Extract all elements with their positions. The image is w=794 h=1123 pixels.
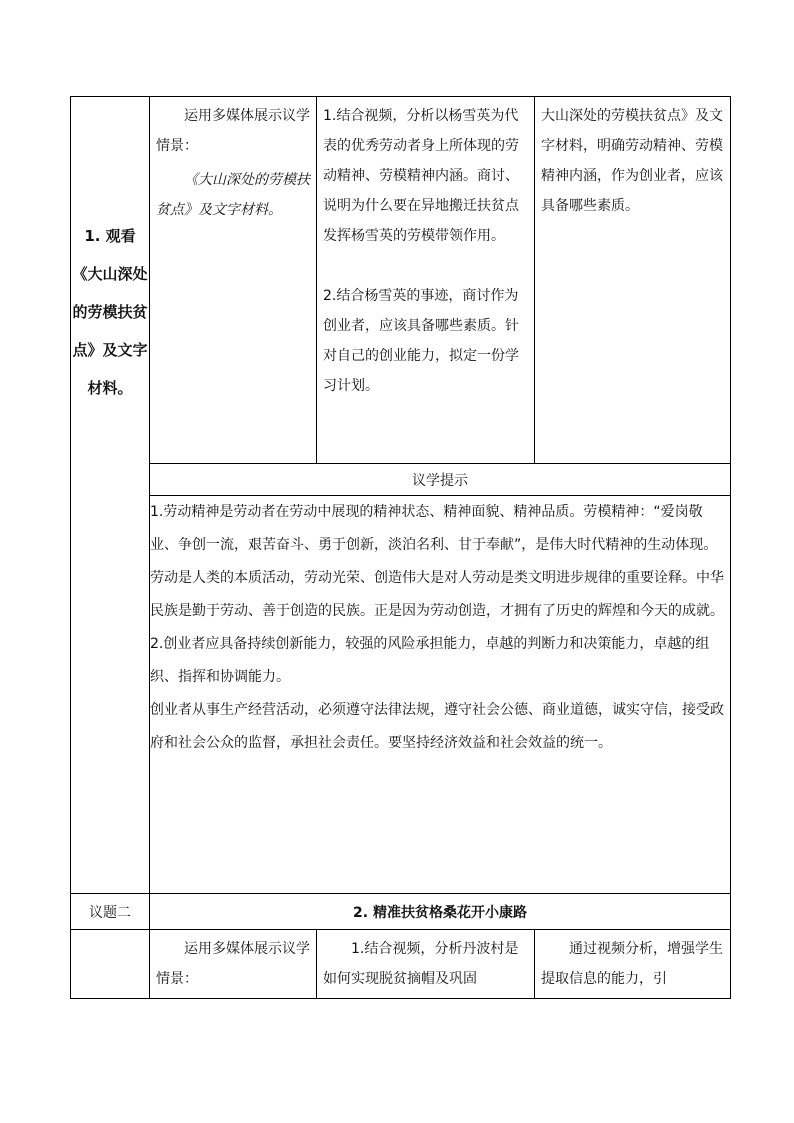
topic2-label-cell (71, 894, 150, 930)
activity-label-cell (71, 97, 150, 894)
tips-body-row (71, 496, 731, 894)
topic2-task: 1.结合视频，分析丹波村是如何实现脱贫摘帽及巩固 (323, 941, 519, 987)
tips-paragraph: 1.劳动精神是劳动者在劳动中展现的精神状态、精神面貌、精神品质。劳模精神：“爱岗敬业、争创一流，艰苦奋斗、勇于创新，淡泊名利、甘于奉献”，是伟大时代精神的生动体现。 (150, 504, 718, 553)
goal-text: 大山深处的劳模扶贫点》及文字材料，明确劳动精神、劳模精神内涵，作为创业者，应该具备哪些素质。 (541, 108, 723, 214)
lesson-plan-table (70, 96, 731, 999)
topic2-situation-cell (150, 930, 317, 999)
task-1: 1.结合视频，分析以杨雪英为代表的优秀劳动者身上所体现的劳动精神、劳模精神内涵。商讨、说明为什么要在异地搬迁扶贫点发挥杨雪英的劳模带领作用。 (323, 108, 519, 244)
topic2-row (71, 894, 731, 930)
tips-paragraph: 2.创业者应具备持续创新能力，较强的风险承担能力，卓越的判断力和决策能力，卓越的组织、指挥和协调能力。 (150, 636, 710, 685)
situation-intro: 运用多媒体展示议学情景： (156, 108, 310, 154)
topic2-title: 2. 精准扶贫格桑花开小康路 (353, 904, 527, 921)
situation-cell (150, 97, 317, 464)
situation-material: 《大山深处的劳模扶贫点》及文字材料。 (156, 172, 310, 218)
tips-header-row (71, 464, 731, 496)
activity-row (71, 97, 731, 464)
topic2-task-cell (317, 930, 535, 999)
topic2-goal-cell (535, 930, 731, 999)
goal-cell (535, 97, 731, 464)
task-2: 2.结合杨雪英的事迹，商讨作为创业者，应该具备哪些素质。针对自己的创业能力，拟定一份学习计划。 (323, 288, 519, 394)
topic2-content-row (71, 930, 731, 999)
topic2-goal: 通过视频分析，增强学生提取信息的能力，引 (541, 941, 723, 987)
topic2-label: 议题二 (89, 904, 131, 921)
tips-header-cell (150, 464, 731, 496)
tips-header: 议学提示 (412, 472, 468, 489)
topic2-empty-cell (71, 930, 150, 999)
activity-label: 1. 观看《大山深处的劳模扶贫点》及文字材料。 (72, 227, 148, 397)
tips-body-cell (150, 496, 731, 894)
tips-paragraph: 劳动是人类的本质活动，劳动光荣、创造伟大是对人劳动是类文明进步规律的重要诠释。中华民族是勤于劳动、善于创造的民族。正是因为劳动创造，才拥有了历史的辉煌和今天的成就。 (150, 570, 724, 619)
topic2-title-cell (150, 894, 731, 930)
topic2-situation-intro: 运用多媒体展示议学情景： (156, 941, 310, 987)
task-cell (317, 97, 535, 464)
tips-paragraph: 创业者从事生产经营活动，必须遵守法律法规，遵守社会公德、商业道德，诚实守信，接受政府和社会公众的监督，承担社会责任。要坚持经济效益和社会效益的统一。 (150, 702, 724, 751)
